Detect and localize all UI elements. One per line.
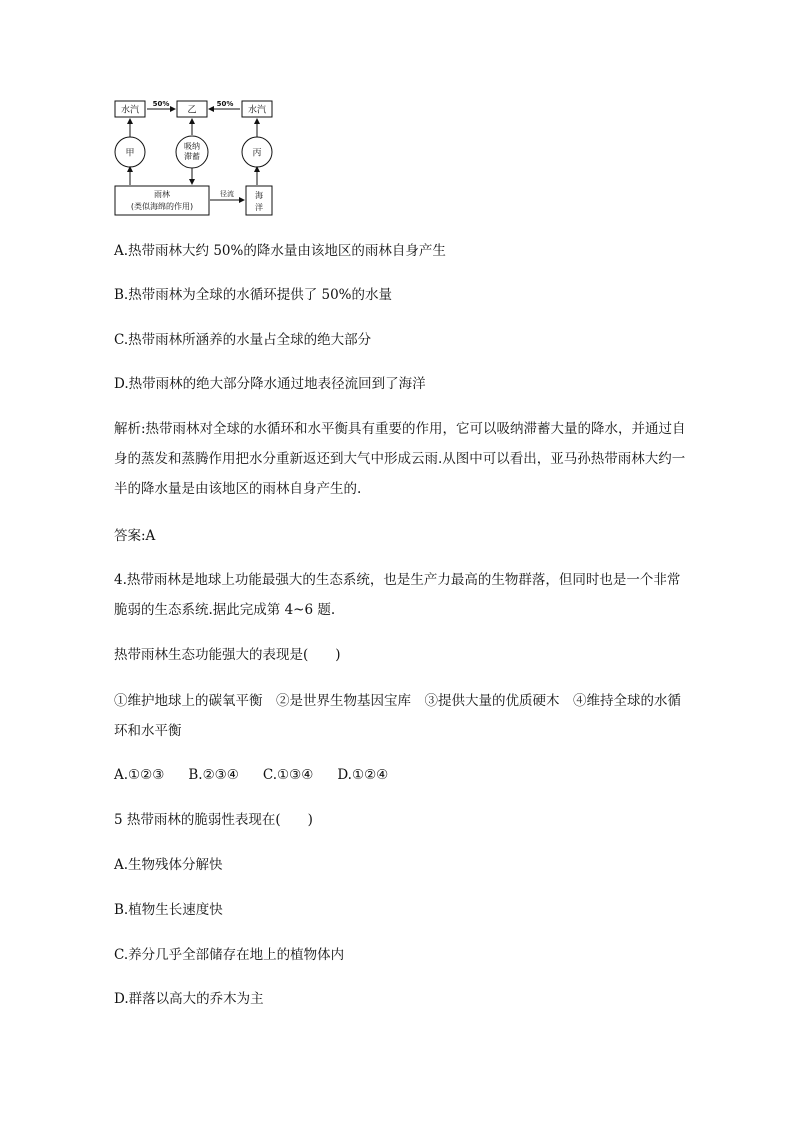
svg-text:甲: 甲 bbox=[125, 148, 135, 159]
svg-text:海: 海 bbox=[255, 191, 263, 200]
svg-text:水汽: 水汽 bbox=[247, 105, 267, 116]
svg-text:乙: 乙 bbox=[187, 105, 197, 116]
q3-option-b: B.热带雨林为全球的水循环提供了 50%的水量 bbox=[114, 287, 393, 303]
q3-option-d: D.热带雨林的绝大部分降水通过地表径流回到了海洋 bbox=[114, 376, 426, 392]
q4-option-d: D.①②④ bbox=[337, 767, 389, 783]
q3-answer: 答案:A bbox=[114, 528, 156, 544]
q3-analysis: 解析:热带雨林对全球的水循环和水平衡具有重要的作用，它可以吸纳滞蓄大量的降水，并通过自身的蒸发和蒸腾作用把水分重新返还到大气中形成云雨.从图中可以看出，亚马孙热带雨林大约一半的降水量是由该地区的雨林自身产生的. bbox=[114, 421, 686, 497]
q5-option-d: D.群落以高大的乔木为主 bbox=[114, 991, 264, 1007]
q5-option-a: A.生物残体分解快 bbox=[114, 857, 223, 873]
q4-options bbox=[114, 760, 412, 790]
svg-text:(类似海绵的作用): (类似海绵的作用) bbox=[130, 202, 194, 211]
q4-stem: 热带雨林生态功能强大的表现是( ) bbox=[114, 647, 341, 663]
q5-stem: 5 热带雨林的脆弱性表现在( ) bbox=[114, 812, 313, 828]
q3-option-a: A.热带雨林大约 50%的降水量由该地区的雨林自身产生 bbox=[114, 243, 446, 259]
q5-option-b: B.植物生长速度快 bbox=[114, 902, 223, 918]
svg-text:径流: 径流 bbox=[220, 190, 234, 198]
q4-option-a: A.①②③ bbox=[114, 767, 165, 783]
svg-text:洋: 洋 bbox=[255, 203, 263, 212]
svg-text:雨林: 雨林 bbox=[154, 190, 170, 199]
svg-text:滞蓄: 滞蓄 bbox=[184, 152, 200, 161]
svg-text:50%: 50% bbox=[216, 100, 234, 108]
q4-option-b: B.②③④ bbox=[188, 767, 239, 783]
svg-text:丙: 丙 bbox=[252, 148, 262, 159]
svg-text:50%: 50% bbox=[152, 100, 170, 108]
q4-statements: ①维护地球上的碳氧平衡 ②是世界生物基因宝库 ③提供大量的优质硬木 ④维持全球的水循环和水平衡 bbox=[114, 693, 681, 739]
water-cycle-diagram bbox=[112, 96, 278, 218]
q5-option-c: C.养分几乎全部储存在地上的植物体内 bbox=[114, 947, 345, 963]
q4-intro: 4.热带雨林是地球上功能最强大的生态系统，也是生产力最高的生物群落，但同时也是一个非常脆弱的生态系统.据此完成第 4~6 题. bbox=[114, 572, 681, 618]
q4-option-c: C.①③④ bbox=[262, 767, 314, 783]
svg-text:水汽: 水汽 bbox=[120, 105, 140, 116]
q3-option-c: C.热带雨林所涵养的水量占全球的绝大部分 bbox=[114, 332, 372, 348]
svg-text:吸纳: 吸纳 bbox=[184, 142, 200, 151]
